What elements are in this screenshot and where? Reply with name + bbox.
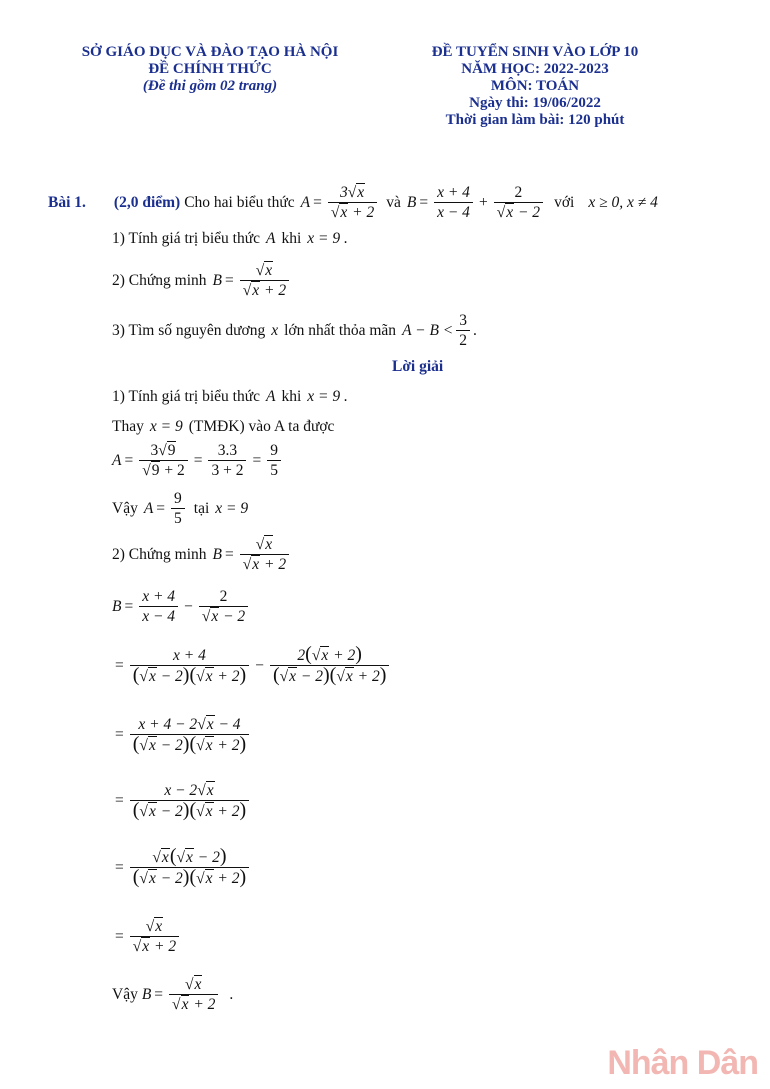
solution-2-heading: 2) Chứng minh B = $\frac{√x}{√x + 2}$	[112, 536, 292, 573]
department-name: SỞ GIÁO DỤC VÀ ĐÀO TẠO HÀ NỘI	[81, 44, 339, 60]
solution-1-heading: 1) Tính giá trị biểu thức A khi x = 9 .	[112, 388, 348, 405]
solution-2-step-5: = $\frac{√x(√x - 2)}{(√x - 2)(√x + 2)}$	[112, 848, 252, 887]
header-left	[40, 44, 380, 95]
header-right	[400, 44, 670, 129]
exam-title: ĐỀ TUYỂN SINH VÀO LỚP 10	[431, 44, 639, 60]
solution-2-step-3: = $\frac{x + 4 - 2√x - 4}{(√x - 2)(√x + 2)}$	[112, 716, 252, 754]
solution-1-calc: A = $\frac{3√9}{√9 + 2}$ = $\frac{3.3}{3 + 2}$ = $\frac{9}{5}$	[112, 442, 284, 479]
problem-points: (2,0 điểm)	[113, 193, 181, 211]
solution-2-step-4: = $\frac{x - 2√x}{(√x - 2)(√x + 2)}$	[112, 782, 252, 820]
problem-line: Bài 1. (2,0 điểm) Cho hai biểu thức A = $\frac{3√x}{√x + 2}$ và B = $\frac{x + 4}{x - 4}$ + $\frac{2}{√x - 2}$ với x ≥ 0, x ≠ 4	[48, 184, 658, 221]
solution-title: Lời giải	[392, 358, 444, 375]
expr-b-term1: $\frac{x + 4}{x - 4}$	[434, 184, 473, 221]
question-2: 2) Chứng minh B = $\frac{√x}{√x + 2}$	[112, 262, 292, 299]
page-count-note: (Đề thi gồm 02 trang)	[142, 78, 278, 94]
subject: MÔN: TOÁN	[490, 78, 580, 94]
exam-date: Ngày thi: 19/06/2022	[469, 95, 601, 111]
domain-condition: x ≥ 0, x ≠ 4	[588, 193, 658, 211]
expr-a: $\frac{3√x}{√x + 2}$	[328, 184, 377, 221]
official-label: ĐỀ CHÍNH THỨC	[148, 61, 272, 77]
question-3: 3) Tìm số nguyên dương x lớn nhất thỏa mãn A − B < $\frac{3}{2}$ .	[112, 312, 477, 349]
solution-1-conclusion: Vậy A = $\frac{9}{5}$ tại x = 9	[112, 490, 249, 527]
solution-2-step-6: = $\frac{√x}{√x + 2}$	[112, 918, 182, 955]
solution-2-conclusion: Vậy B = $\frac{√x}{√x + 2}$ .	[112, 976, 234, 1013]
problem-intro: Cho hai biểu thức	[184, 193, 295, 211]
expr-b-term2: $\frac{2}{√x - 2}$	[494, 184, 543, 221]
exam-duration: Thời gian làm bài: 120 phút	[445, 112, 625, 128]
solution-2-step-1: B = $\frac{x + 4}{x - 4}$ − $\frac{2}{√x - 2}$	[112, 588, 251, 625]
solution-1-substitute: Thay x = 9 (TMĐK) vào A ta được	[112, 418, 335, 435]
question-1: 1) Tính giá trị biểu thức A khi x = 9 .	[112, 230, 348, 247]
problem-label: Bài 1.	[48, 193, 86, 211]
newspaper-watermark: Nhân Dân	[607, 1044, 758, 1082]
solution-2-step-2: = $\frac{x + 4}{(√x - 2)(√x + 2)}$ − $\frac{2(√x + 2)}{(√x - 2)(√x + 2)}$	[112, 646, 392, 685]
school-year: NĂM HỌC: 2022-2023	[461, 61, 609, 77]
